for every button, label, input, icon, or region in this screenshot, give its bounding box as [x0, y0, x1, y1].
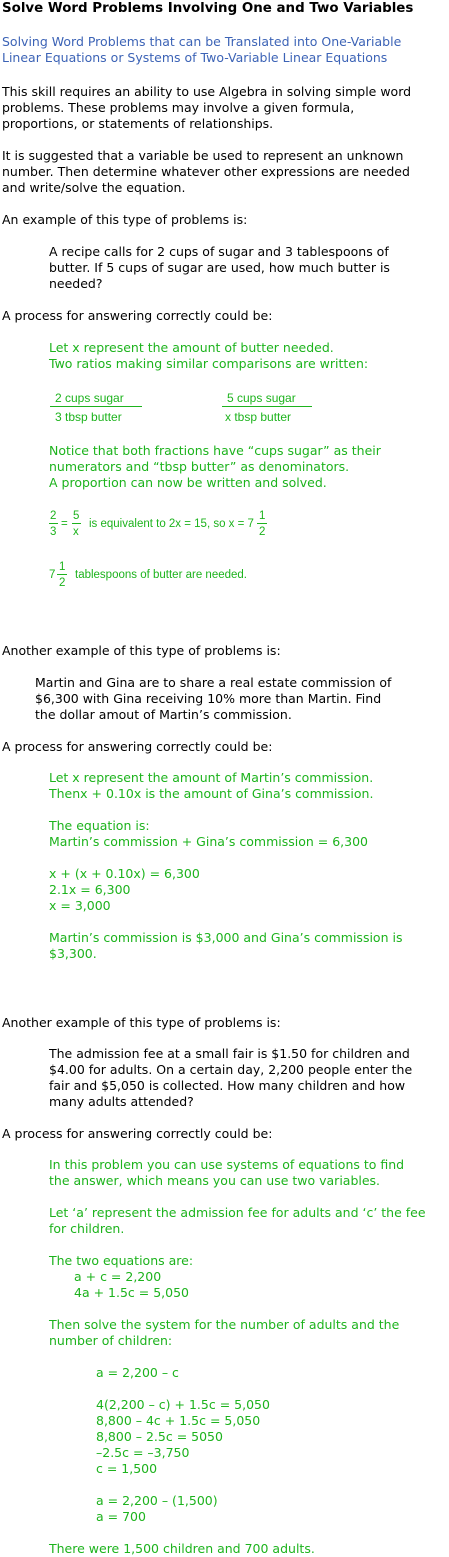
example-2-conclusion-line-1: Martin’s commission is $3,000 and Gina’s commission is	[49, 930, 403, 945]
example-1-notice-line-2: numerators and “tbsp butter” as denominators.	[49, 459, 350, 474]
example-3-step-3a: a = 2,200 – (1,500)	[96, 1493, 218, 1508]
example-1-intro: An example of this type of problems is:	[2, 212, 248, 227]
proportion-mixed-numerator: 1	[259, 510, 266, 522]
proportion-mixed-denominator: 2	[259, 526, 266, 538]
intro-1-line-3: proportions, or statements of relationships.	[2, 116, 274, 131]
answer-whole: 7	[49, 569, 56, 581]
proportion-text: is equivalent to 2x = 15, so x = 7	[89, 518, 254, 530]
example-3-conclusion: There were 1,500 children and 700 adults.	[49, 1541, 315, 1556]
example-3-intro: Another example of this type of problems is:	[2, 1015, 281, 1030]
example-2-problem-line-2: $6,300 with Gina receiving 10% more than Martin. Find	[35, 691, 382, 706]
example-1-problem-line-1: A recipe calls for 2 cups of sugar and 3 tablespoons of	[49, 244, 389, 259]
example-1-process-label: A process for answering correctly could be:	[2, 308, 273, 323]
example-3-solution-b-line-2: for children.	[49, 1221, 125, 1236]
example-3-problem-line-1: The admission fee at a small fair is $1.50 for children and	[49, 1046, 410, 1061]
example-3-problem-line-2: $4.00 for adults. On a certain day, 2,200 people enter the	[49, 1062, 413, 1077]
example-3-step-2d: –2.5c = –3,750	[96, 1445, 190, 1460]
example-3-solution-d-line-1: Then solve the system for the number of adults and the	[49, 1317, 400, 1332]
proportion-mixed-bar	[257, 523, 267, 524]
example-3-solution-b-line-1: Let ‘a’ represent the admission fee for adults and ‘c’ the fee	[49, 1205, 426, 1220]
answer-bar	[57, 574, 67, 575]
ratio-1-fraction-bar	[50, 406, 142, 407]
example-3-step-2e: c = 1,500	[96, 1461, 158, 1476]
intro-2-line-1: It is suggested that a variable be used to represent an unknown	[2, 148, 404, 163]
example-3-solution-a-line-2: the answer, which means you can use two variables.	[49, 1173, 381, 1188]
example-2-conclusion-line-2: $3,300.	[49, 946, 97, 961]
proportion-denominator-2: x	[73, 526, 79, 538]
ratio-1-denominator: 3 tbsp butter	[55, 410, 122, 424]
example-1-solution-line-1: Let x represent the amount of butter needed.	[49, 340, 334, 355]
ratio-2-numerator: 5 cups sugar	[227, 391, 296, 405]
example-3-solution-a-line-1: In this problem you can use systems of equations to find	[49, 1157, 405, 1172]
proportion-numerator-1: 2	[50, 510, 57, 522]
intro-1-line-1: This skill requires an ability to use Algebra in solving simple word	[2, 84, 412, 99]
intro-1-line-2: problems. These problems may involve a given formula,	[2, 100, 355, 115]
proportion-bar-1	[49, 523, 58, 524]
example-2-step-2: 2.1x = 6,300	[49, 882, 131, 897]
ratio-2-denominator: x tbsp butter	[225, 410, 292, 424]
example-3-problem-line-4: many adults attended?	[49, 1094, 194, 1109]
example-3-problem-line-3: fair and $5,050 is collected. How many children and how	[49, 1078, 406, 1093]
example-3-process-label: A process for answering correctly could be:	[2, 1126, 273, 1141]
answer-numerator: 1	[59, 561, 66, 573]
example-1-problem-line-3: needed?	[49, 276, 103, 291]
example-2-problem-line-1: Martin and Gina are to share a real estate commission of	[35, 675, 392, 690]
example-2-process-label: A process for answering correctly could be:	[2, 739, 273, 754]
example-2-intro: Another example of this type of problems is:	[2, 643, 281, 658]
example-3-step-2b: 8,800 – 4c + 1.5c = 5,050	[96, 1413, 261, 1428]
ratio-1-numerator: 2 cups sugar	[55, 391, 124, 405]
example-1-problem-line-2: butter. If 5 cups of sugar are used, how much butter is	[49, 260, 390, 275]
proportion-equals: =	[61, 518, 68, 530]
answer-text: tablespoons of butter are needed.	[75, 569, 247, 581]
example-3-solution-d-line-2: number of children:	[49, 1333, 173, 1348]
example-1-solution-line-2: Two ratios making similar comparisons are written:	[49, 356, 369, 371]
proportion-bar-2	[72, 523, 81, 524]
example-3-step-1: a = 2,200 – c	[96, 1365, 179, 1380]
intro-2-line-3: and write/solve the equation.	[2, 180, 186, 195]
example-2-step-3: x = 3,000	[49, 898, 111, 913]
example-2-solution-b-line-2: Martin’s commission + Gina’s commission = 6,300	[49, 834, 368, 849]
subtitle-line-1: Solving Word Problems that can be Translated into One-Variable	[2, 34, 402, 49]
page-title: Solve Word Problems Involving One and Two Variables	[2, 1, 414, 16]
example-3-equation-2: 4a + 1.5c = 5,050	[74, 1285, 189, 1300]
example-3-equations-label: The two equations are:	[49, 1253, 194, 1268]
example-1-notice-line-3: A proportion can now be written and solved.	[49, 475, 327, 490]
example-3-equation-1: a + c = 2,200	[74, 1269, 162, 1284]
proportion-numerator-2: 5	[73, 510, 80, 522]
example-2-solution-a-line-2: Thenx + 0.10x is the amount of Gina’s commission.	[49, 786, 374, 801]
subtitle-line-2: Linear Equations or Systems of Two-Variable Linear Equations	[2, 50, 388, 65]
intro-2-line-2: number. Then determine whatever other expressions are needed	[2, 164, 410, 179]
example-2-solution-a-line-1: Let x represent the amount of Martin’s commission.	[49, 770, 374, 785]
example-2-problem-line-3: the dollar amout of Martin’s commission.	[35, 707, 292, 722]
example-3-step-2a: 4(2,200 – c) + 1.5c = 5,050	[96, 1397, 270, 1412]
proportion-denominator-1: 3	[50, 526, 57, 538]
example-2-solution-b-line-1: The equation is:	[49, 818, 150, 833]
ratio-2-fraction-bar	[222, 406, 312, 407]
answer-denominator: 2	[59, 577, 66, 589]
example-3-step-2c: 8,800 – 2.5c = 5050	[96, 1429, 223, 1444]
example-1-notice-line-1: Notice that both fractions have “cups sugar” as their	[49, 443, 381, 458]
example-2-step-1: x + (x + 0.10x) = 6,300	[49, 866, 200, 881]
example-3-step-3b: a = 700	[96, 1509, 146, 1524]
